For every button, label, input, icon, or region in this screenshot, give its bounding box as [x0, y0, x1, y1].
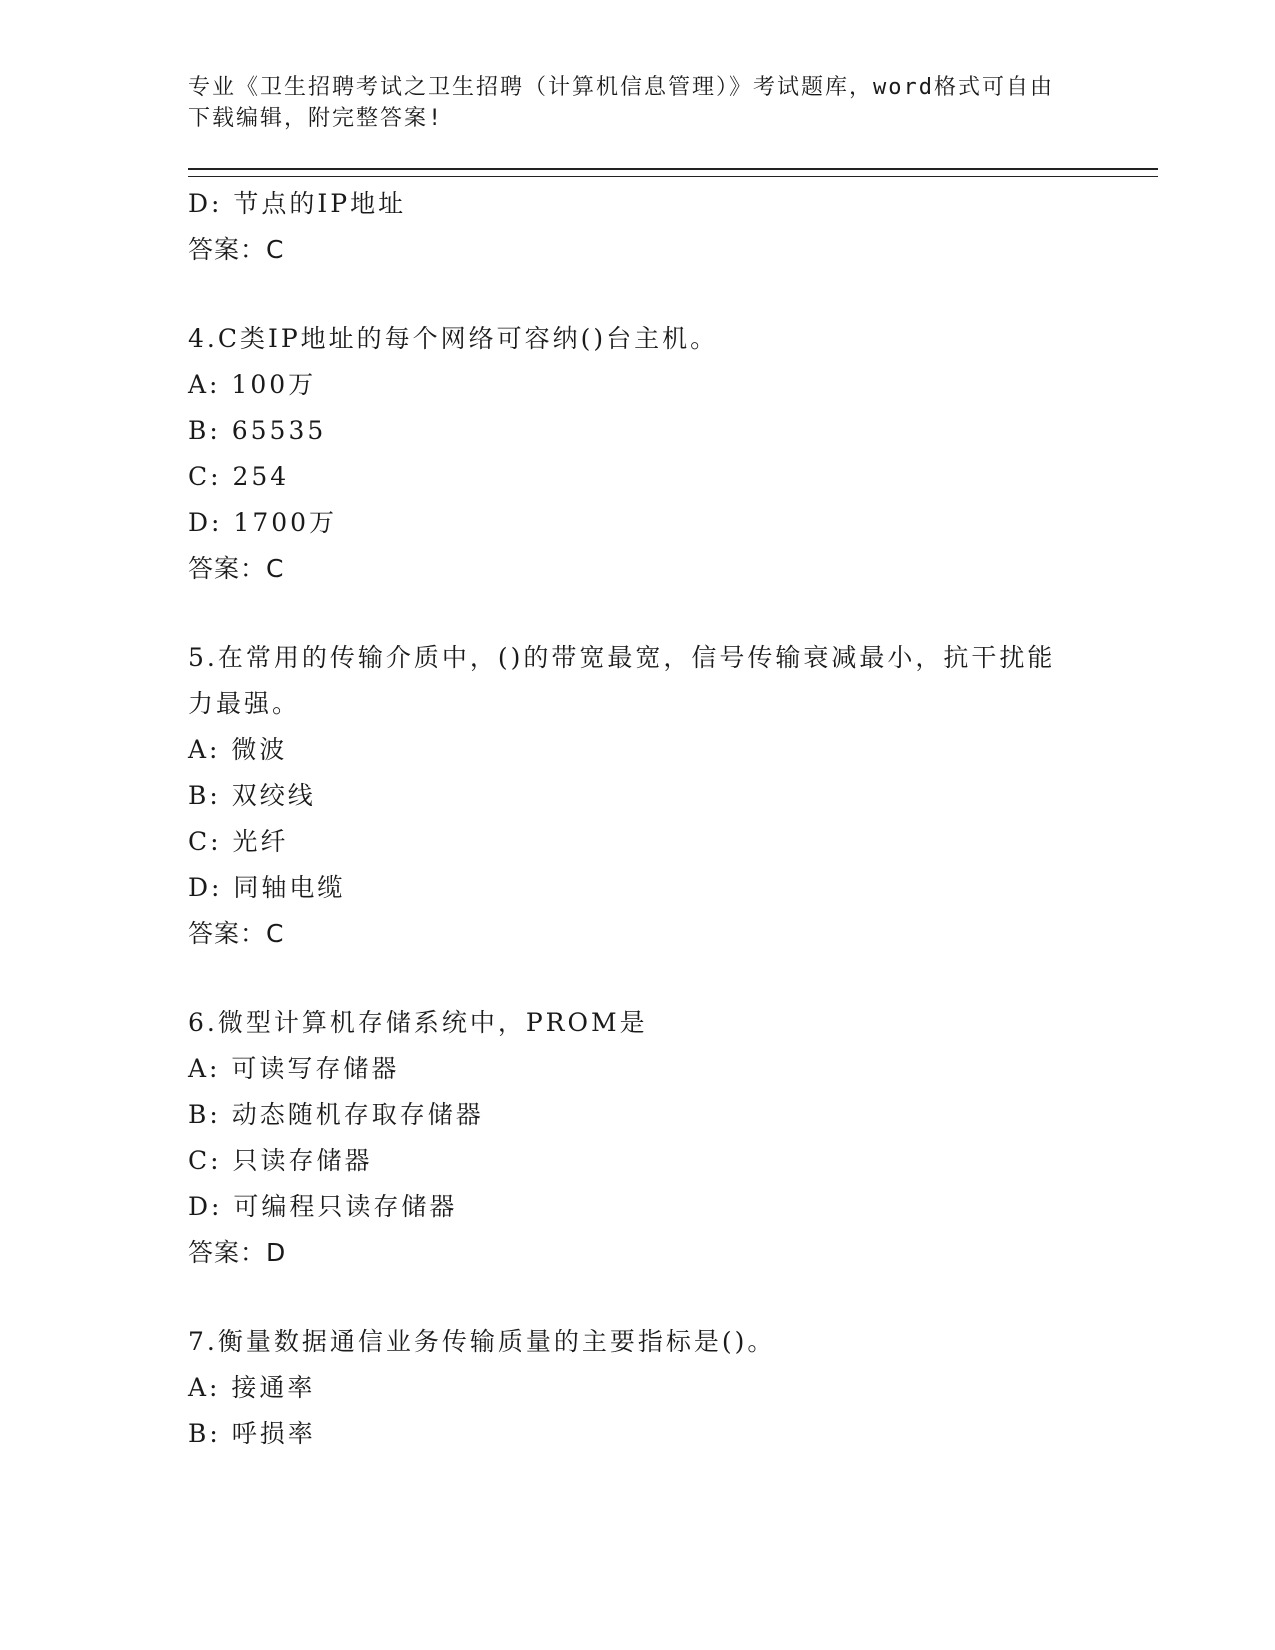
option-a: A: 微波 — [188, 735, 288, 764]
option-a: A: 接通率 — [188, 1373, 316, 1402]
answer-line: 答案：D — [188, 1238, 287, 1267]
option-b: B: 呼损率 — [188, 1419, 316, 1448]
header-divider — [188, 168, 1158, 177]
question-6 — [188, 1000, 1158, 1276]
option-a: A: 100万 — [188, 370, 317, 399]
option-d: D: 可编程只读存储器 — [188, 1192, 458, 1221]
document-header: 专业《卫生招聘考试之卫生招聘（计算机信息管理）》考试题库，word格式可自由下载编辑，附完整答案! — [188, 75, 1054, 131]
option-d: D: 同轴电缆 — [188, 873, 346, 902]
option-c: C: 只读存储器 — [188, 1146, 373, 1175]
answer-line: 答案：C — [188, 554, 285, 583]
answer-line: 答案：C — [188, 919, 285, 948]
question-text: 5.在常用的传输介质中，()的带宽最宽，信号传输衰减最小，抗干扰能力最强。 — [188, 643, 1056, 718]
option-b: B: 65535 — [188, 416, 327, 445]
option-c: C: 光纤 — [188, 827, 289, 856]
option-a: A: 可读写存储器 — [188, 1054, 400, 1083]
option-d: D: 节点的IP地址 — [188, 189, 407, 218]
question-5 — [188, 635, 1158, 957]
option-d: D: 1700万 — [188, 508, 338, 537]
question-text: 7.衡量数据通信业务传输质量的主要指标是()。 — [188, 1327, 776, 1356]
question-7 — [188, 1319, 1158, 1457]
answer-line: 答案：C — [188, 235, 285, 264]
question-4 — [188, 316, 1158, 592]
document-page — [188, 72, 1158, 1457]
question-text: 4.C类IP地址的每个网络可容纳()台主机。 — [188, 324, 719, 353]
option-b: B: 双绞线 — [188, 781, 316, 810]
option-c: C: 254 — [188, 462, 290, 491]
option-b: B: 动态随机存取存储器 — [188, 1100, 484, 1129]
question-list — [188, 181, 1158, 1457]
question-text: 6.微型计算机存储系统中，PROM是 — [188, 1008, 648, 1037]
